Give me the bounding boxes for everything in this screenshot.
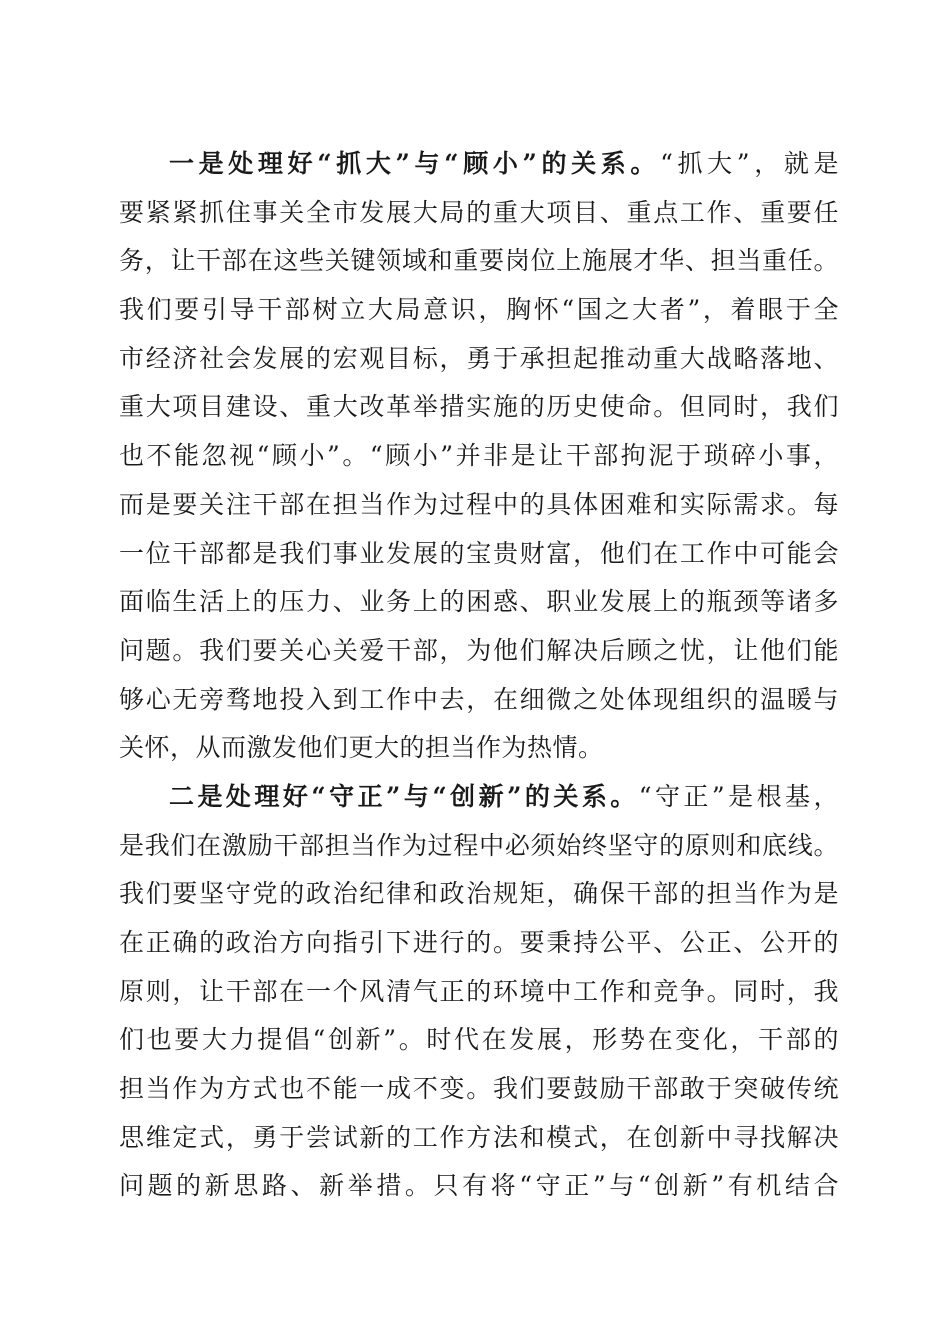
document-body	[119, 140, 839, 1211]
paragraph-2	[119, 773, 839, 1211]
paragraph-2-lead: 二是处理好“守正”与“创新”的关系。	[169, 781, 639, 811]
paragraph-1-line: 也不能忽视“顾小”。“顾小”并非是让干部拘泥于琐碎小事，	[119, 441, 839, 471]
paragraph-2-line: 们也要大力提倡“创新”。时代在发展，形势在变化，干部的	[119, 1025, 839, 1055]
paragraph-2-line: 我们要坚守党的政治纪律和政治规矩，确保干部的担当作为是	[119, 879, 839, 909]
paragraph-1-line: 务，让干部在这些关键领域和重要岗位上施展才华、担当重任。	[119, 246, 839, 276]
paragraph-1-line: 我们要引导干部树立大局意识，胸怀“国之大者”，着眼于全	[119, 295, 839, 325]
paragraph-1-line-1	[119, 140, 839, 189]
paragraph-1-line: 重大项目建设、重大改革举措实施的历史使命。但同时，我们	[119, 392, 839, 422]
paragraph-1-line-1-rest: “抓大”，就是	[660, 149, 839, 178]
paragraph-1-line: 而是要关注干部在担当作为过程中的具体困难和实际需求。每	[119, 489, 839, 519]
paragraph-2-line-1-rest: “守正”是根基，	[638, 781, 839, 811]
paragraph-2-line: 思维定式，勇于尝试新的工作方法和模式，在创新中寻找解决	[119, 1122, 839, 1152]
paragraph-2-line: 原则，让干部在一个风清气正的环境中工作和竞争。同时，我	[119, 976, 839, 1006]
paragraph-2-line: 在正确的政治方向指引下进行的。要秉持公平、公正、公开的	[119, 928, 839, 957]
paragraph-1-line: 问题。我们要关心关爱干部，为他们解决后顾之忧，让他们能	[119, 635, 839, 665]
paragraph-2-line: 问题的新思路、新举措。只有将“守正”与“创新”有机结合	[119, 1171, 839, 1201]
paragraph-2-line: 是我们在激励干部担当作为过程中必须始终坚守的原则和底线。	[119, 830, 839, 860]
paragraph-1-line: 关怀，从而激发他们更大的担当作为热情。	[119, 733, 604, 763]
paragraph-1-lead: 一是处理好“抓大”与“顾小”的关系。	[169, 149, 661, 178]
paragraph-1-line: 一位干部都是我们事业发展的宝贵财富，他们在工作中可能会	[119, 538, 839, 568]
paragraph-2-line: 担当作为方式也不能一成不变。我们要鼓励干部敢于突破传统	[119, 1074, 839, 1104]
paragraph-2-line-1	[119, 773, 839, 822]
paragraph-1-line: 够心无旁骛地投入到工作中去，在细微之处体现组织的温暖与	[119, 684, 839, 714]
paragraph-1	[119, 140, 839, 773]
paragraph-1-line: 面临生活上的压力、业务上的困惑、职业发展上的瓶颈等诸多	[119, 587, 839, 617]
paragraph-1-line: 市经济社会发展的宏观目标，勇于承担起推动重大战略落地、	[119, 343, 839, 373]
paragraph-1-line: 要紧紧抓住事关全市发展大局的重大项目、重点工作、重要任	[119, 197, 839, 227]
